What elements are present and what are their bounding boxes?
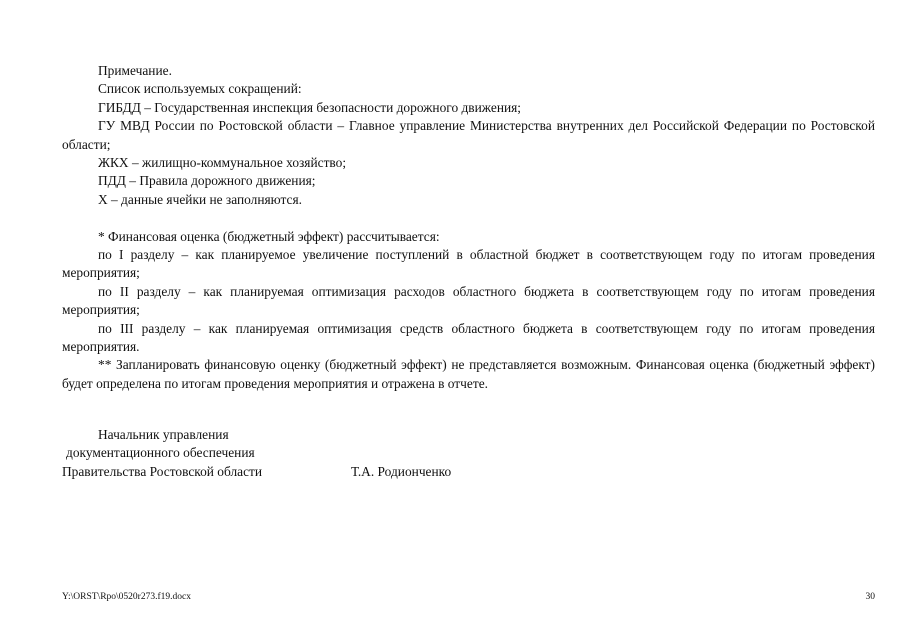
page-number: 30	[865, 592, 875, 602]
signature-title-line2: документационного обеспечения	[66, 445, 255, 461]
signature-title-line3-row	[62, 463, 562, 481]
abbreviations-title: Список используемых сокращений:	[98, 81, 302, 97]
signature-title-line3: Правительства Ростовской области	[62, 463, 263, 479]
signature-block	[62, 426, 562, 481]
abbreviation-item: Х – данные ячейки не заполняются.	[98, 191, 302, 207]
footer-file-path: Y:\ORST\Rpo\0520r273.f19.docx	[62, 592, 191, 602]
spacer	[62, 209, 875, 227]
signature-title-line1: Начальник управления	[98, 427, 229, 442]
note-heading: Примечание.	[98, 63, 172, 78]
notes-block	[62, 62, 875, 393]
signatory-name: Т.А. Родионченко	[351, 463, 452, 479]
footnote-1-item: по I разделу – как планируемое увеличение поступлений в областной бюджет в соответствующем году по итогам проведения мероприятия;	[62, 247, 875, 281]
abbreviation-item: ГИБДД – Государственная инспекция безопасности дорожного движения;	[98, 99, 522, 115]
abbreviation-item: ПДД – Правила дорожного движения;	[98, 173, 316, 189]
footnote-1-item: по III разделу – как планируемая оптимизация средств областного бюджета в соответствующем году по итогам проведения мероприятия.	[62, 320, 875, 355]
footnote-1-item: по II разделу – как планируемая оптимизация расходов областного бюджета в соответствующем году по итогам проведения мероприятия;	[62, 283, 875, 318]
footnote-2: ** Запланировать финансовую оценку (бюджетный эффект) не представляется возможным. Финансовая оценка (бюджетный эффект) будет определена по итогам проведения мероприятия и отражена в отчете.	[62, 357, 875, 391]
abbreviation-item: ГУ МВД России по Ростовской области – Главное управление Министерства внутренних дел Российской Федерации по Ростовской области;	[62, 118, 875, 152]
abbreviation-item: ЖКХ – жилищно-коммунальное хозяйство;	[98, 155, 347, 171]
footnote-1-intro: * Финансовая оценка (бюджетный эффект) рассчитывается:	[98, 228, 440, 244]
